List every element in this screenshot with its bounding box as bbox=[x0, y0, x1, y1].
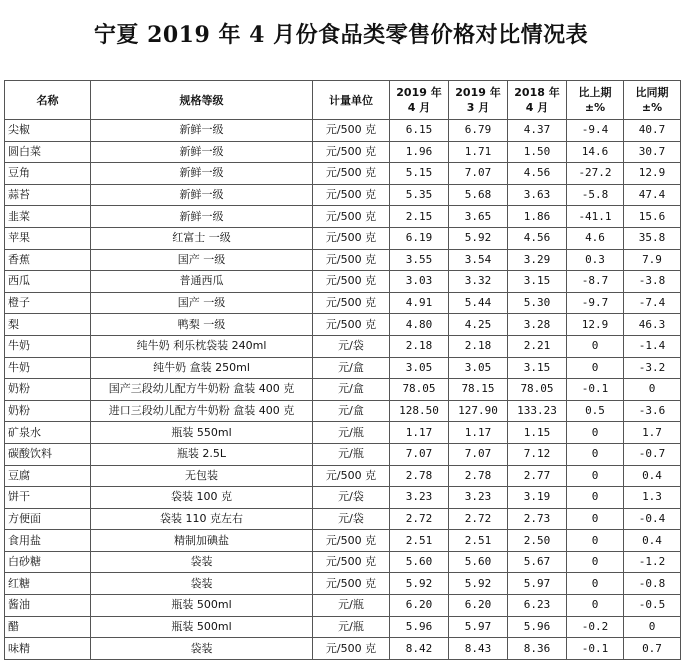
cell-mar2019: 127.90 bbox=[449, 400, 508, 422]
cell-yoy: 40.7 bbox=[624, 120, 681, 142]
cell-yoy: -0.4 bbox=[624, 508, 681, 530]
cell-name: 牛奶 bbox=[5, 335, 91, 357]
table-row bbox=[5, 206, 681, 228]
cell-unit: 元/500 克 bbox=[313, 573, 390, 595]
cell-yoy: -3.2 bbox=[624, 357, 681, 379]
cell-apr2019: 1.96 bbox=[390, 141, 449, 163]
cell-name: 豆腐 bbox=[5, 465, 91, 487]
cell-mom: 0 bbox=[567, 508, 624, 530]
cell-unit: 元/500 克 bbox=[313, 184, 390, 206]
cell-apr2018: 78.05 bbox=[508, 379, 567, 401]
cell-yoy: -1.2 bbox=[624, 551, 681, 573]
cell-mar2019: 2.78 bbox=[449, 465, 508, 487]
cell-name: 梨 bbox=[5, 314, 91, 336]
table-header-row bbox=[5, 81, 681, 120]
cell-spec: 普通西瓜 bbox=[91, 271, 313, 293]
cell-spec: 鸭梨 一级 bbox=[91, 314, 313, 336]
cell-name: 食用盐 bbox=[5, 530, 91, 552]
cell-apr2019: 8.42 bbox=[390, 638, 449, 660]
cell-name: 蒜苔 bbox=[5, 184, 91, 206]
table-row bbox=[5, 487, 681, 509]
cell-apr2019: 5.92 bbox=[390, 573, 449, 595]
cell-mar2019: 4.25 bbox=[449, 314, 508, 336]
cell-yoy: -0.8 bbox=[624, 573, 681, 595]
cell-apr2019: 6.19 bbox=[390, 227, 449, 249]
cell-mom: 14.6 bbox=[567, 141, 624, 163]
cell-mom: 0 bbox=[567, 530, 624, 552]
cell-yoy: 0.7 bbox=[624, 638, 681, 660]
cell-apr2018: 6.23 bbox=[508, 595, 567, 617]
header-mom bbox=[567, 81, 624, 120]
cell-unit: 元/500 克 bbox=[313, 141, 390, 163]
cell-spec: 袋装 100 克 bbox=[91, 487, 313, 509]
cell-mar2019: 2.18 bbox=[449, 335, 508, 357]
cell-mar2019: 7.07 bbox=[449, 443, 508, 465]
cell-unit: 元/袋 bbox=[313, 508, 390, 530]
cell-spec: 无包装 bbox=[91, 465, 313, 487]
cell-apr2018: 3.15 bbox=[508, 357, 567, 379]
cell-name: 奶粉 bbox=[5, 379, 91, 401]
cell-unit: 元/瓶 bbox=[313, 443, 390, 465]
table-row bbox=[5, 443, 681, 465]
cell-mom: -0.1 bbox=[567, 638, 624, 660]
cell-spec: 瓶装 500ml bbox=[91, 595, 313, 617]
cell-apr2018: 1.15 bbox=[508, 422, 567, 444]
cell-spec: 纯牛奶 盒装 250ml bbox=[91, 357, 313, 379]
cell-spec: 袋装 bbox=[91, 638, 313, 660]
cell-mom: 4.6 bbox=[567, 227, 624, 249]
cell-yoy: 35.8 bbox=[624, 227, 681, 249]
cell-name: 韭菜 bbox=[5, 206, 91, 228]
header-apr2019-line2: 4 月 bbox=[407, 101, 431, 114]
cell-name: 味精 bbox=[5, 638, 91, 660]
cell-mar2019: 5.92 bbox=[449, 227, 508, 249]
cell-apr2018: 5.30 bbox=[508, 292, 567, 314]
cell-unit: 元/盒 bbox=[313, 379, 390, 401]
cell-name: 西瓜 bbox=[5, 271, 91, 293]
cell-mom: 0 bbox=[567, 422, 624, 444]
cell-mom: -0.2 bbox=[567, 616, 624, 638]
cell-name: 饼干 bbox=[5, 487, 91, 509]
cell-yoy: 30.7 bbox=[624, 141, 681, 163]
cell-apr2018: 4.56 bbox=[508, 163, 567, 185]
header-mar2019-line1: 2019 年 bbox=[455, 86, 501, 99]
cell-unit: 元/瓶 bbox=[313, 422, 390, 444]
table-row bbox=[5, 163, 681, 185]
cell-spec: 新鲜一级 bbox=[91, 120, 313, 142]
table-row bbox=[5, 227, 681, 249]
cell-apr2019: 6.20 bbox=[390, 595, 449, 617]
cell-spec: 进口三段幼儿配方牛奶粉 盒装 400 克 bbox=[91, 400, 313, 422]
cell-apr2019: 2.78 bbox=[390, 465, 449, 487]
table-row bbox=[5, 422, 681, 444]
cell-name: 醋 bbox=[5, 616, 91, 638]
cell-mom: 0 bbox=[567, 595, 624, 617]
cell-yoy: 1.7 bbox=[624, 422, 681, 444]
cell-mar2019: 6.20 bbox=[449, 595, 508, 617]
cell-spec: 瓶装 2.5L bbox=[91, 443, 313, 465]
cell-apr2018: 8.36 bbox=[508, 638, 567, 660]
cell-mom: -41.1 bbox=[567, 206, 624, 228]
table-row bbox=[5, 530, 681, 552]
cell-mom: 0 bbox=[567, 335, 624, 357]
cell-unit: 元/盒 bbox=[313, 357, 390, 379]
cell-apr2018: 2.77 bbox=[508, 465, 567, 487]
cell-mom: -5.8 bbox=[567, 184, 624, 206]
cell-name: 白砂糖 bbox=[5, 551, 91, 573]
table-row bbox=[5, 638, 681, 660]
cell-yoy: 15.6 bbox=[624, 206, 681, 228]
table-row bbox=[5, 357, 681, 379]
header-yoy-line2: ±% bbox=[641, 101, 663, 114]
header-mom-line2: ±% bbox=[584, 101, 606, 114]
cell-mar2019: 78.15 bbox=[449, 379, 508, 401]
cell-mar2019: 6.79 bbox=[449, 120, 508, 142]
cell-unit: 元/500 克 bbox=[313, 120, 390, 142]
cell-name: 圆白菜 bbox=[5, 141, 91, 163]
cell-spec: 瓶装 500ml bbox=[91, 616, 313, 638]
cell-unit: 元/500 克 bbox=[313, 292, 390, 314]
table-row bbox=[5, 335, 681, 357]
cell-mom: 12.9 bbox=[567, 314, 624, 336]
cell-unit: 元/500 克 bbox=[313, 249, 390, 271]
cell-unit: 元/袋 bbox=[313, 335, 390, 357]
cell-spec: 新鲜一级 bbox=[91, 206, 313, 228]
cell-yoy: 0 bbox=[624, 616, 681, 638]
cell-mom: 0 bbox=[567, 465, 624, 487]
cell-yoy: -0.7 bbox=[624, 443, 681, 465]
table-body bbox=[5, 120, 681, 660]
header-apr2018 bbox=[508, 81, 567, 120]
cell-yoy: 47.4 bbox=[624, 184, 681, 206]
table-row bbox=[5, 400, 681, 422]
cell-unit: 元/500 克 bbox=[313, 271, 390, 293]
cell-mar2019: 5.44 bbox=[449, 292, 508, 314]
cell-name: 方便面 bbox=[5, 508, 91, 530]
cell-unit: 元/500 克 bbox=[313, 314, 390, 336]
cell-spec: 国产 一级 bbox=[91, 249, 313, 271]
cell-name: 奶粉 bbox=[5, 400, 91, 422]
cell-spec: 纯牛奶 利乐枕袋装 240ml bbox=[91, 335, 313, 357]
cell-apr2018: 133.23 bbox=[508, 400, 567, 422]
cell-mom: -0.1 bbox=[567, 379, 624, 401]
cell-apr2019: 5.15 bbox=[390, 163, 449, 185]
cell-apr2019: 5.35 bbox=[390, 184, 449, 206]
cell-yoy: 12.9 bbox=[624, 163, 681, 185]
cell-mar2019: 2.51 bbox=[449, 530, 508, 552]
cell-name: 碳酸饮料 bbox=[5, 443, 91, 465]
cell-unit: 元/500 克 bbox=[313, 227, 390, 249]
cell-apr2018: 2.21 bbox=[508, 335, 567, 357]
header-yoy bbox=[624, 81, 681, 120]
header-yoy-line1: 比同期 bbox=[635, 86, 669, 99]
header-unit: 计量单位 bbox=[313, 81, 390, 120]
cell-unit: 元/瓶 bbox=[313, 616, 390, 638]
cell-spec: 新鲜一级 bbox=[91, 184, 313, 206]
cell-unit: 元/瓶 bbox=[313, 595, 390, 617]
table-row bbox=[5, 595, 681, 617]
cell-apr2019: 2.51 bbox=[390, 530, 449, 552]
cell-yoy: -3.6 bbox=[624, 400, 681, 422]
cell-apr2018: 3.29 bbox=[508, 249, 567, 271]
table-row bbox=[5, 379, 681, 401]
cell-yoy: -1.4 bbox=[624, 335, 681, 357]
header-mom-line1: 比上期 bbox=[578, 86, 612, 99]
table-row bbox=[5, 314, 681, 336]
cell-mar2019: 3.05 bbox=[449, 357, 508, 379]
cell-mar2019: 1.17 bbox=[449, 422, 508, 444]
cell-spec: 袋装 110 克左右 bbox=[91, 508, 313, 530]
cell-apr2018: 5.67 bbox=[508, 551, 567, 573]
header-spec: 规格等级 bbox=[91, 81, 313, 120]
cell-yoy: 0 bbox=[624, 379, 681, 401]
table-row bbox=[5, 508, 681, 530]
cell-yoy: 1.3 bbox=[624, 487, 681, 509]
table-row bbox=[5, 616, 681, 638]
cell-apr2018: 4.37 bbox=[508, 120, 567, 142]
cell-apr2019: 78.05 bbox=[390, 379, 449, 401]
cell-unit: 元/500 克 bbox=[313, 206, 390, 228]
cell-name: 牛奶 bbox=[5, 357, 91, 379]
cell-spec: 国产 一级 bbox=[91, 292, 313, 314]
cell-name: 苹果 bbox=[5, 227, 91, 249]
cell-unit: 元/500 克 bbox=[313, 551, 390, 573]
cell-apr2019: 5.60 bbox=[390, 551, 449, 573]
cell-name: 红糖 bbox=[5, 573, 91, 595]
cell-apr2019: 4.91 bbox=[390, 292, 449, 314]
cell-name: 橙子 bbox=[5, 292, 91, 314]
cell-spec: 红富士 一级 bbox=[91, 227, 313, 249]
table-row bbox=[5, 551, 681, 573]
cell-mom: -9.4 bbox=[567, 120, 624, 142]
cell-yoy: -0.5 bbox=[624, 595, 681, 617]
cell-spec: 新鲜一级 bbox=[91, 141, 313, 163]
cell-apr2019: 3.55 bbox=[390, 249, 449, 271]
cell-mar2019: 5.68 bbox=[449, 184, 508, 206]
cell-apr2019: 3.23 bbox=[390, 487, 449, 509]
table-row bbox=[5, 120, 681, 142]
header-apr2018-line1: 2018 年 bbox=[514, 86, 560, 99]
cell-apr2019: 2.15 bbox=[390, 206, 449, 228]
table-row bbox=[5, 249, 681, 271]
cell-apr2018: 3.63 bbox=[508, 184, 567, 206]
cell-apr2019: 128.50 bbox=[390, 400, 449, 422]
cell-apr2018: 7.12 bbox=[508, 443, 567, 465]
cell-mom: 0 bbox=[567, 487, 624, 509]
cell-mar2019: 3.65 bbox=[449, 206, 508, 228]
cell-mar2019: 3.32 bbox=[449, 271, 508, 293]
cell-mar2019: 3.54 bbox=[449, 249, 508, 271]
cell-apr2019: 5.96 bbox=[390, 616, 449, 638]
cell-spec: 瓶装 550ml bbox=[91, 422, 313, 444]
cell-apr2019: 3.05 bbox=[390, 357, 449, 379]
cell-apr2018: 4.56 bbox=[508, 227, 567, 249]
cell-apr2018: 3.15 bbox=[508, 271, 567, 293]
cell-yoy: 7.9 bbox=[624, 249, 681, 271]
table-row bbox=[5, 271, 681, 293]
cell-mar2019: 2.72 bbox=[449, 508, 508, 530]
price-table bbox=[4, 80, 681, 660]
header-mar2019-line2: 3 月 bbox=[466, 101, 490, 114]
cell-yoy: 46.3 bbox=[624, 314, 681, 336]
header-apr2019 bbox=[390, 81, 449, 120]
cell-mom: -9.7 bbox=[567, 292, 624, 314]
page-title: 宁夏 2019 年 4 月份食品类零售价格对比情况表 bbox=[93, 22, 589, 48]
cell-apr2019: 2.72 bbox=[390, 508, 449, 530]
cell-yoy: -3.8 bbox=[624, 271, 681, 293]
cell-mar2019: 5.97 bbox=[449, 616, 508, 638]
cell-name: 酱油 bbox=[5, 595, 91, 617]
cell-mar2019: 7.07 bbox=[449, 163, 508, 185]
header-name: 名称 bbox=[5, 81, 91, 120]
table-row bbox=[5, 184, 681, 206]
cell-mom: 0 bbox=[567, 357, 624, 379]
cell-spec: 新鲜一级 bbox=[91, 163, 313, 185]
header-apr2019-line1: 2019 年 bbox=[396, 86, 442, 99]
cell-apr2019: 6.15 bbox=[390, 120, 449, 142]
cell-apr2019: 1.17 bbox=[390, 422, 449, 444]
cell-mar2019: 1.71 bbox=[449, 141, 508, 163]
cell-mom: 0.5 bbox=[567, 400, 624, 422]
cell-apr2018: 2.50 bbox=[508, 530, 567, 552]
cell-name: 尖椒 bbox=[5, 120, 91, 142]
cell-yoy: 0.4 bbox=[624, 530, 681, 552]
cell-apr2018: 5.96 bbox=[508, 616, 567, 638]
cell-name: 矿泉水 bbox=[5, 422, 91, 444]
cell-unit: 元/袋 bbox=[313, 487, 390, 509]
cell-mar2019: 5.60 bbox=[449, 551, 508, 573]
table-row bbox=[5, 573, 681, 595]
cell-apr2019: 7.07 bbox=[390, 443, 449, 465]
cell-yoy: -7.4 bbox=[624, 292, 681, 314]
cell-apr2018: 3.28 bbox=[508, 314, 567, 336]
cell-mom: -27.2 bbox=[567, 163, 624, 185]
cell-spec: 袋装 bbox=[91, 573, 313, 595]
header-apr2018-line2: 4 月 bbox=[525, 101, 549, 114]
cell-apr2019: 3.03 bbox=[390, 271, 449, 293]
table-row bbox=[5, 465, 681, 487]
cell-spec: 国产三段幼儿配方牛奶粉 盒装 400 克 bbox=[91, 379, 313, 401]
table-row bbox=[5, 141, 681, 163]
cell-apr2018: 2.73 bbox=[508, 508, 567, 530]
cell-unit: 元/500 克 bbox=[313, 530, 390, 552]
cell-yoy: 0.4 bbox=[624, 465, 681, 487]
cell-mom: 0 bbox=[567, 573, 624, 595]
table-row bbox=[5, 292, 681, 314]
cell-apr2019: 2.18 bbox=[390, 335, 449, 357]
cell-apr2018: 3.19 bbox=[508, 487, 567, 509]
cell-apr2018: 1.86 bbox=[508, 206, 567, 228]
cell-mom: 0 bbox=[567, 551, 624, 573]
cell-spec: 精制加碘盐 bbox=[91, 530, 313, 552]
cell-spec: 袋装 bbox=[91, 551, 313, 573]
cell-mar2019: 8.43 bbox=[449, 638, 508, 660]
cell-mom: 0.3 bbox=[567, 249, 624, 271]
cell-name: 豆角 bbox=[5, 163, 91, 185]
cell-mar2019: 5.92 bbox=[449, 573, 508, 595]
header-mar2019 bbox=[449, 81, 508, 120]
cell-name: 香蕉 bbox=[5, 249, 91, 271]
cell-mom: -8.7 bbox=[567, 271, 624, 293]
cell-apr2019: 4.80 bbox=[390, 314, 449, 336]
cell-unit: 元/500 克 bbox=[313, 163, 390, 185]
cell-unit: 元/盒 bbox=[313, 400, 390, 422]
cell-apr2018: 1.50 bbox=[508, 141, 567, 163]
cell-unit: 元/500 克 bbox=[313, 465, 390, 487]
cell-unit: 元/500 克 bbox=[313, 638, 390, 660]
cell-mom: 0 bbox=[567, 443, 624, 465]
cell-mar2019: 3.23 bbox=[449, 487, 508, 509]
cell-apr2018: 5.97 bbox=[508, 573, 567, 595]
